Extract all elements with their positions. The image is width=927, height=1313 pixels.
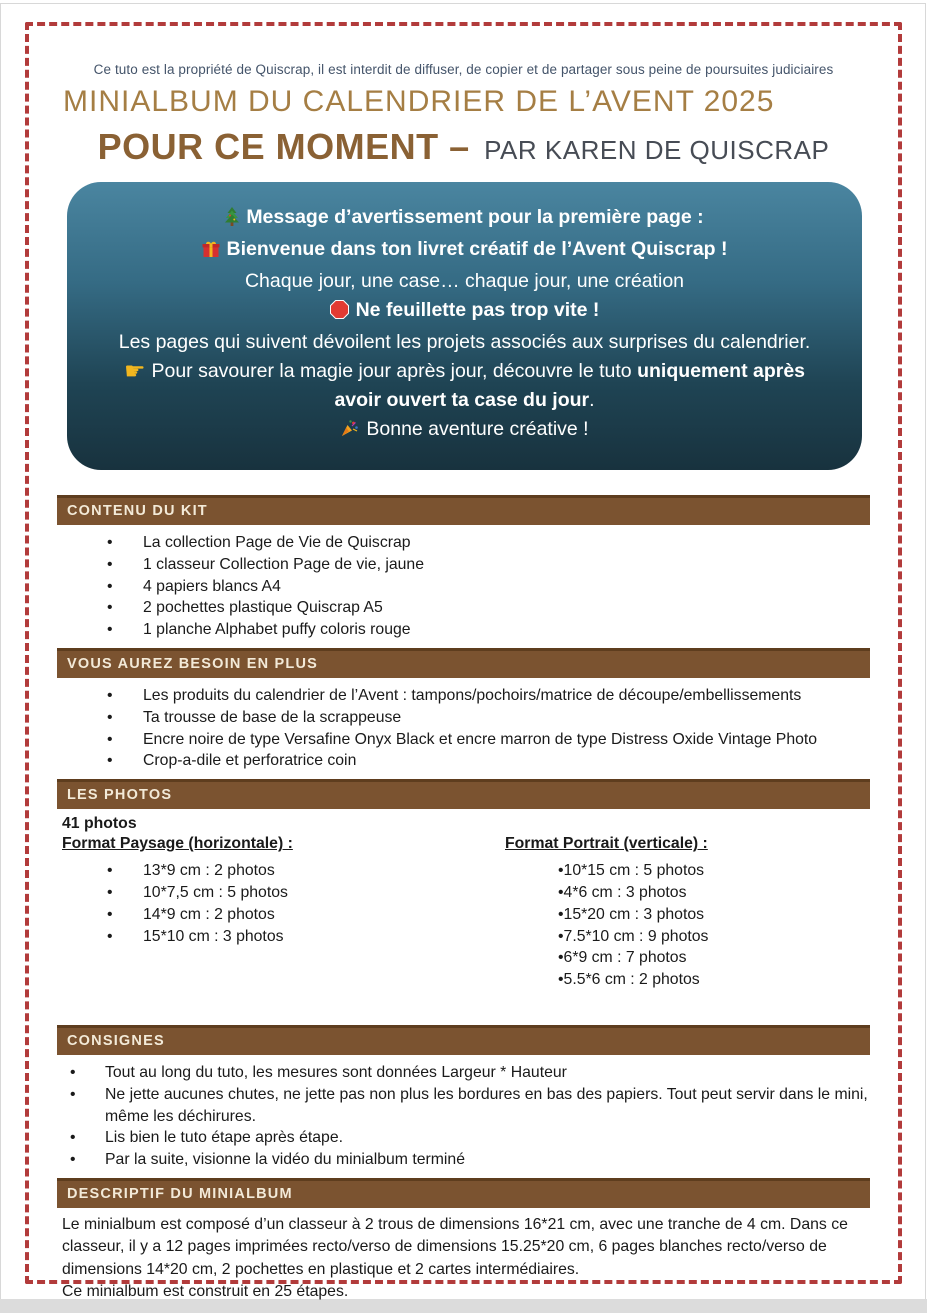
list-item bbox=[505, 969, 870, 991]
portrait-list bbox=[505, 860, 870, 991]
descriptif-paragraph-2: Ce minialbum est construit en 25 étapes. bbox=[62, 1282, 349, 1300]
list-item bbox=[57, 1127, 870, 1149]
bullet-marker: • bbox=[107, 883, 113, 901]
notice-line-6-end: . bbox=[589, 389, 595, 411]
bullet-marker: • bbox=[70, 1063, 76, 1081]
section-consignes bbox=[57, 1025, 870, 1171]
notice-line-6-bold-text: uniquement après avoir ouvert ta case du jour bbox=[334, 360, 806, 411]
list-item bbox=[505, 947, 870, 969]
notice-line-1 bbox=[101, 203, 828, 235]
list-item bbox=[57, 554, 870, 576]
bullet-marker: • bbox=[107, 905, 113, 923]
section-header-besoin: VOUS AUREZ BESOIN EN PLUS bbox=[57, 648, 870, 678]
gift-icon bbox=[202, 238, 220, 267]
list-item-text: Lis bien le tuto étape après étape. bbox=[105, 1129, 344, 1147]
notice-line-5-text: Les pages qui suivent dévoilent les projets associés aux surprises du calendrier. bbox=[118, 331, 811, 353]
list-item bbox=[57, 576, 870, 598]
notice-line-7-text: Bonne aventure créative ! bbox=[366, 418, 589, 440]
list-item bbox=[57, 532, 870, 554]
page-edge-top bbox=[0, 3, 926, 4]
point-right-icon: ☛ bbox=[123, 357, 146, 385]
photos-columns bbox=[57, 835, 870, 998]
section-header-kit: CONTENU DU KIT bbox=[57, 495, 870, 525]
list-item-text: Par la suite, visionne la vidéo du minialbum terminé bbox=[105, 1151, 465, 1169]
list-item bbox=[505, 882, 870, 904]
notice-line-6 bbox=[101, 357, 828, 415]
copyright-disclaimer: Ce tuto est la propriété de Quiscrap, il est interdit de diffuser, de copier et de partager sous peine de poursuites judiciaires bbox=[93, 62, 834, 77]
section-kit bbox=[57, 495, 870, 641]
stop-icon bbox=[330, 299, 349, 328]
photos-landscape-column bbox=[57, 835, 505, 998]
subtitle-project-name: POUR CE MOMENT – bbox=[97, 126, 470, 167]
notice-line-7 bbox=[101, 415, 828, 447]
list-item bbox=[505, 904, 870, 926]
page-edge-right bbox=[925, 3, 926, 1299]
bullet-marker: • bbox=[558, 862, 564, 880]
bullet-marker: • bbox=[107, 555, 113, 573]
list-item bbox=[57, 926, 505, 948]
list-item-text: 7.5*10 cm : 9 photos bbox=[563, 927, 709, 945]
list-item-text: 15*20 cm : 3 photos bbox=[563, 905, 705, 923]
list-item bbox=[57, 619, 870, 641]
photos-count: 41 photos bbox=[62, 815, 137, 833]
list-item-text: La collection Page de Vie de Quiscrap bbox=[143, 534, 411, 551]
subtitle-author: PAR KAREN DE QUISCRAP bbox=[484, 135, 830, 165]
list-item-text: 15*10 cm : 3 photos bbox=[143, 927, 284, 945]
kit-list bbox=[57, 532, 870, 641]
list-item bbox=[57, 707, 870, 729]
bullet-marker: • bbox=[107, 621, 113, 639]
section-photos bbox=[57, 779, 870, 998]
notice-line-2-text: Bienvenue dans ton livret créatif de l’Avent Quiscrap ! bbox=[226, 238, 728, 260]
bullet-marker: • bbox=[558, 949, 564, 967]
section-descriptif bbox=[57, 1178, 870, 1303]
list-item-text: Crop-a-dile et perforatrice coin bbox=[143, 752, 357, 770]
notice-line-6-text: Pour savourer la magie jour après jour, découvre le tuto bbox=[151, 360, 638, 382]
bullet-marker: • bbox=[107, 577, 113, 595]
section-header-consignes: CONSIGNES bbox=[57, 1025, 870, 1055]
page-edge-left bbox=[0, 3, 1, 1299]
list-item bbox=[57, 750, 870, 772]
list-item-text: 10*7,5 cm : 5 photos bbox=[143, 883, 288, 901]
list-item-text: Les produits du calendrier de l’Avent : tampons/pochoirs/matrice de découpe/embellissements bbox=[143, 686, 802, 704]
list-item bbox=[505, 860, 870, 882]
list-item-text: 10*15 cm : 5 photos bbox=[563, 862, 705, 880]
section-besoin bbox=[57, 648, 870, 772]
portrait-header: Format Portrait (verticale) : bbox=[505, 835, 708, 853]
list-item-text: 2 pochettes plastique Quiscrap A5 bbox=[143, 599, 383, 617]
landscape-list bbox=[57, 860, 505, 947]
list-item-text: Tout au long du tuto, les mesures sont données Largeur * Hauteur bbox=[105, 1063, 567, 1081]
list-item bbox=[57, 860, 505, 882]
bullet-marker: • bbox=[558, 971, 564, 989]
bullet-marker: • bbox=[107, 752, 113, 770]
bullet-marker: • bbox=[70, 1151, 76, 1169]
bullet-marker: • bbox=[558, 883, 564, 901]
list-item bbox=[57, 1084, 870, 1128]
warning-notice-box bbox=[67, 182, 862, 470]
bullet-marker: • bbox=[107, 534, 113, 551]
bullet-marker: • bbox=[70, 1085, 76, 1103]
bullet-marker: • bbox=[70, 1129, 76, 1147]
list-item-text: 1 classeur Collection Page de vie, jaune bbox=[143, 555, 425, 573]
list-item bbox=[57, 597, 870, 619]
list-item-text: 4*6 cm : 3 photos bbox=[563, 883, 687, 901]
list-item-text: 4 papiers blancs A4 bbox=[143, 577, 281, 595]
bullet-marker: • bbox=[107, 686, 113, 704]
notice-line-4 bbox=[101, 296, 828, 328]
notice-line-2 bbox=[101, 235, 828, 267]
list-item-text: 1 planche Alphabet puffy coloris rouge bbox=[143, 621, 411, 639]
section-header-descriptif: DESCRIPTIF DU MINIALBUM bbox=[57, 1178, 870, 1208]
bullet-marker: • bbox=[107, 862, 113, 880]
list-item bbox=[505, 926, 870, 948]
section-header-photos: LES PHOTOS bbox=[57, 779, 870, 809]
list-item bbox=[57, 882, 505, 904]
descriptif-paragraph-1: Le minialbum est composé d’un classeur à 2 trous de dimensions 16*21 cm, avec une tranche de 4 cm. Dans ce classeur, il y a 12 pages imprimées recto/verso de dimensions 15.25*20 cm, 6 pages blanches recto/verso de dimensions 14*20 cm, 2 pochettes en plastique et 2 cartes intermédiaires. bbox=[62, 1215, 848, 1278]
bullet-marker: • bbox=[558, 905, 564, 923]
bullet-marker: • bbox=[107, 708, 113, 726]
page-title: MINIALBUM DU CALENDRIER DE L’AVENT 2025 bbox=[63, 85, 775, 118]
notice-line-5 bbox=[101, 328, 828, 357]
list-item bbox=[57, 904, 505, 926]
bullet-marker: • bbox=[558, 927, 564, 945]
landscape-header: Format Paysage (horizontale) : bbox=[62, 835, 293, 853]
notice-line-3 bbox=[101, 267, 828, 296]
besoin-list bbox=[57, 685, 870, 772]
photos-portrait-column bbox=[505, 835, 870, 998]
party-popper-icon bbox=[340, 418, 359, 447]
list-item-text: Ta trousse de base de la scrappeuse bbox=[143, 708, 402, 726]
christmas-tree-icon bbox=[225, 206, 239, 235]
list-item-text: 5.5*6 cm : 2 photos bbox=[563, 971, 700, 989]
list-item bbox=[57, 1149, 870, 1171]
list-item bbox=[57, 729, 870, 751]
list-item-text: Encre noire de type Versafine Onyx Black et encre marron de type Distress Oxide Vintage Photo bbox=[143, 730, 818, 748]
bullet-marker: • bbox=[107, 730, 113, 748]
notice-line-3-text: Chaque jour, une case… chaque jour, une création bbox=[244, 270, 685, 292]
bullet-marker: • bbox=[107, 599, 113, 617]
notice-line-4-text: Ne feuillette pas trop vite ! bbox=[355, 299, 600, 321]
list-item bbox=[57, 1062, 870, 1084]
list-item bbox=[57, 685, 870, 707]
list-item-text: Ne jette aucunes chutes, ne jette pas non plus les bordures en bas des papiers. Tout peut servir dans le mini, même les déchirures. bbox=[105, 1085, 868, 1125]
document-page bbox=[57, 22, 870, 1303]
bullet-marker: • bbox=[107, 927, 113, 945]
notice-line-1-text: Message d’avertissement pour la première page : bbox=[246, 206, 704, 228]
list-item-text: 14*9 cm : 2 photos bbox=[143, 905, 275, 923]
list-item-text: 13*9 cm : 2 photos bbox=[143, 862, 275, 880]
page-subtitle bbox=[57, 126, 870, 168]
consignes-list bbox=[57, 1062, 870, 1171]
list-item-text: 6*9 cm : 7 photos bbox=[563, 949, 687, 967]
